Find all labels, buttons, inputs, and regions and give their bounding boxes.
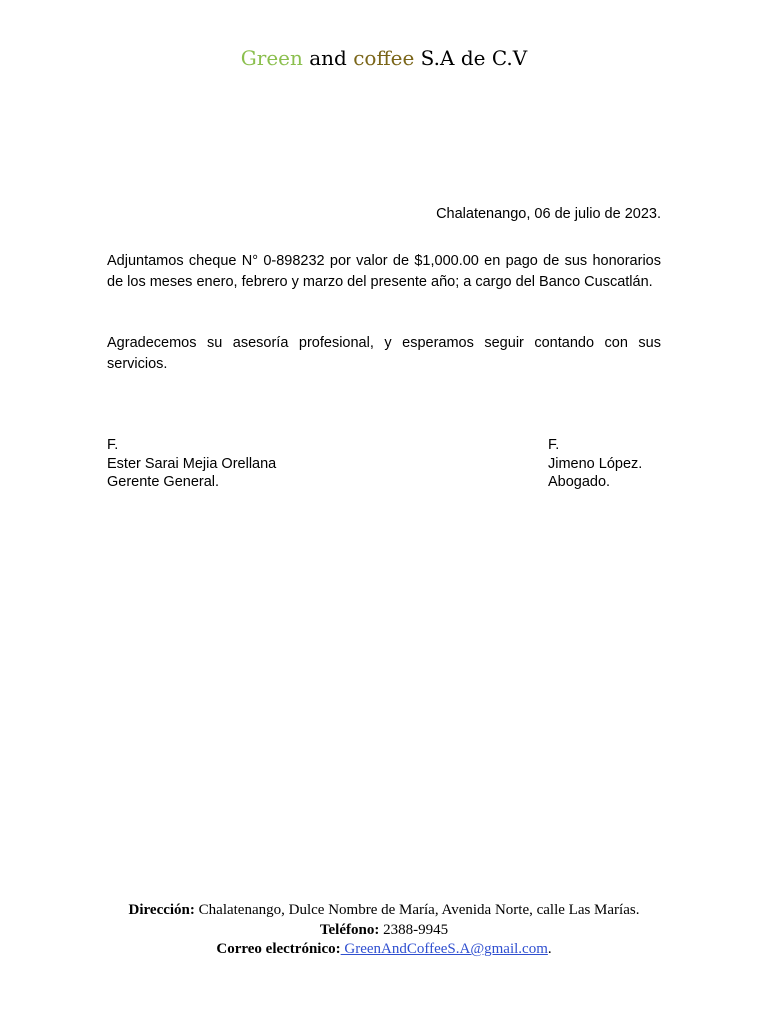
address-value: Chalatenango, Dulce Nombre de María, Avenida Norte, calle Las Marías. — [194, 902, 640, 918]
letterhead-word-coffee: coffee — [353, 46, 415, 70]
signature-mark: F. — [548, 437, 560, 453]
letterhead-word-rest: S.A de C.V — [414, 46, 528, 70]
footer-address-line — [0, 901, 768, 921]
signature-mark: F. — [107, 437, 119, 453]
letter-footer — [0, 901, 768, 960]
letter-paragraph-2: Agradecemos su asesoría profesional, y esperamos seguir contando con sus servicios. — [107, 335, 661, 372]
letterhead-word-and: and — [302, 46, 354, 70]
email-label: Correo electrónico: — [216, 941, 341, 957]
signature-block-left — [107, 436, 367, 492]
letter-date: Chalatenango, 06 de julio de 2023. — [436, 206, 661, 222]
signature-block-right — [548, 436, 698, 492]
signer-title: Gerente General. — [107, 474, 220, 490]
signer-name: Jimeno López. — [548, 455, 643, 472]
address-label: Dirección: — [128, 902, 195, 918]
email-link[interactable]: GreenAndCoffeeS.A@gmail.com — [340, 941, 548, 957]
phone-label: Teléfono: — [319, 921, 380, 938]
footer-phone-line — [0, 921, 768, 941]
email-suffix: . — [547, 941, 552, 957]
signer-name: Ester Sarai Mejia Orellana — [107, 455, 277, 472]
letter-paragraph-1: Adjuntamos cheque N° 0-898232 por valor de $1,000.00 en pago de sus honorarios de los meses enero, febrero y marzo del presente año; a cargo del Banco Cuscatlán. — [107, 253, 661, 290]
signer-title: Abogado. — [548, 474, 611, 490]
footer-email-line — [0, 940, 768, 960]
company-letterhead — [0, 44, 768, 72]
phone-value: 2388-9945 — [379, 921, 449, 938]
letterhead-word-green: Green — [240, 46, 303, 70]
